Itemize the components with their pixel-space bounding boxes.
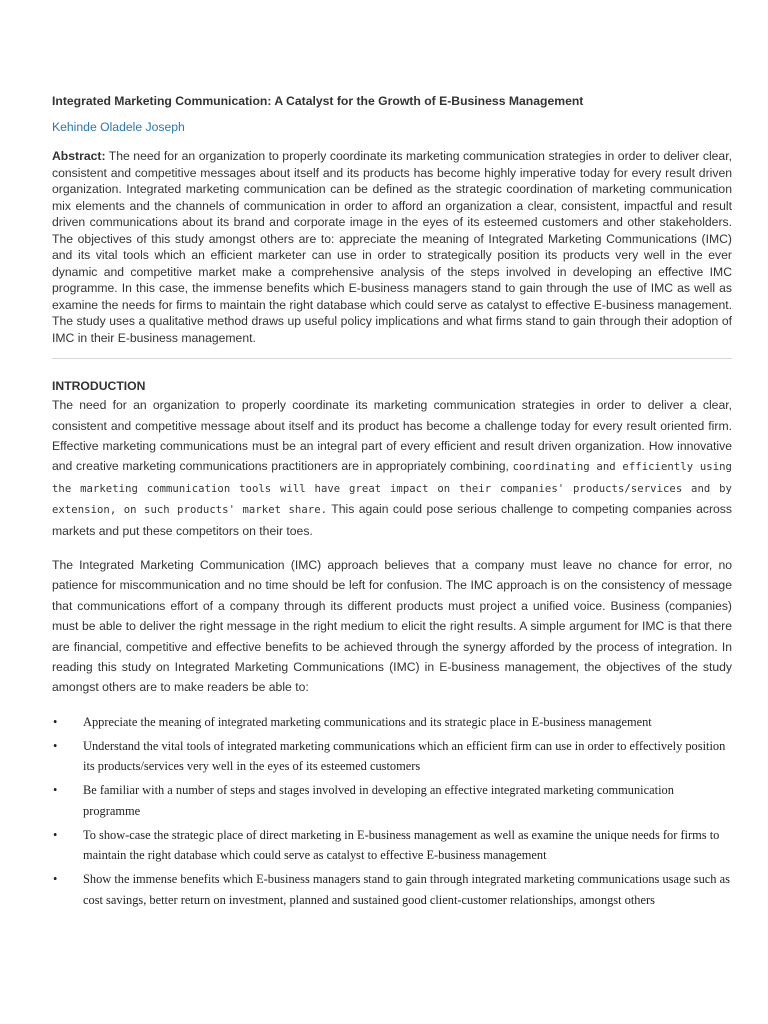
paragraph-1-start: The need for an organization to properly coordinate its marketing communication strategies in order to deliver a clear, consistent and competitive message about itself and its product has become a challenge today for every result oriented firm. Effective marketing communications must be an integral part of every efficient and result driven organization. How innovative and creative marketing communications practitioners are in appropriately combining, (52, 398, 732, 474)
introduction-paragraph-1 (52, 395, 732, 541)
abstract-label: Abstract: (52, 149, 106, 163)
paragraph-1-end: This again could pose serious challenge to competing companies across markets and put these competitors on their toes. (52, 502, 732, 538)
list-item (52, 780, 732, 821)
author-name: Kehinde Oladele Joseph (52, 120, 185, 134)
list-item-text: Show the immense benefits which E-business managers stand to gain through integrated marketing communications usage such as cost savings, better return on investment, planned and sustained good client-customer relationships, amongst others (83, 872, 730, 907)
bullet-icon: • (53, 783, 58, 798)
abstract (52, 148, 732, 346)
list-item (52, 712, 732, 732)
section-divider (52, 358, 732, 359)
introduction-paragraph-2: The Integrated Marketing Communication (IMC) approach believes that a company must leave no chance for error, no patience for miscommunication and no time should be left for confusion. The IMC approach is on the consistency of message that communications effort of a company through its different products must project a unified voice. Business (companies) must be able to deliver the right message in the right medium to elicit the right results. A simple argument for IMC is that there are financial, competitive and effective benefits to be achieved through the synergy afforded by the process of integration. In reading this study on Integrated Marketing Communications (IMC) in E-business management, the objectives of the study amongst others are to make readers be able to: (52, 558, 732, 695)
article-title: Integrated Marketing Communication: A Catalyst for the Growth of E-Business Management (52, 94, 584, 108)
bullet-icon: • (53, 738, 58, 753)
objectives-list (52, 712, 732, 910)
introduction-heading: INTRODUCTION (52, 379, 146, 394)
list-item-text: Understand the vital tools of integrated marketing communications which an efficient firm can use in order to effectively position its products/services very well in the eyes of its esteemed customers (83, 738, 726, 774)
abstract-text: The need for an organization to properly coordinate its marketing communication strategies in order to deliver clear, consistent and competitive messages about itself and its products has become highly imperative today for every result driven organization. Integrated marketing communication can be defined as the strategic coordination of marketing communication mix elements and the channels of communication in order to afford an organization a clear, consistent, impactful and result driven communications about its brand and corporate image in the eyes of its esteemed customers and other stakeholders. The objectives of this study amongst others are to: appreciate the meaning of Integrated Marketing Communications (IMC) and its vital tools which an efficient marketer can use in order to strategically position its products very well in the ever dynamic and competitive market make a comprehensive analysis of the steps involved in developing an effective IMC programme. In this case, the immense benefits which E-business managers stand to gain through the use of IMC as well as examine the needs for firms to maintain the right database which could serve as catalyst to effective E-business management. The study uses a qualitative method draws up useful policy implications and what firms stand to gain through their adoption of IMC in their E-business management. (52, 149, 732, 345)
list-item (52, 869, 732, 910)
list-item-text: Appreciate the meaning of integrated marketing communications and its strategic place in E-business management (83, 714, 652, 729)
article (52, 93, 732, 914)
bullet-icon: • (53, 714, 58, 729)
list-item (52, 825, 732, 866)
bullet-icon: • (53, 872, 58, 887)
bullet-icon: • (53, 827, 58, 842)
paragraph-1-mono-text: coordinating and efficiently using the marketing communication tools will have great impact on their companies' products/services and by extension, on such products' market share. (52, 461, 732, 517)
list-item (52, 736, 732, 777)
list-item-text: To show-case the strategic place of direct marketing in E-business management as well as examine the unique needs for firms to maintain the right database which could serve as catalyst to effective E-business management (83, 827, 720, 863)
list-item-text: Be familiar with a number of steps and stages involved in developing an effective integrated marketing communication programme (83, 783, 674, 818)
